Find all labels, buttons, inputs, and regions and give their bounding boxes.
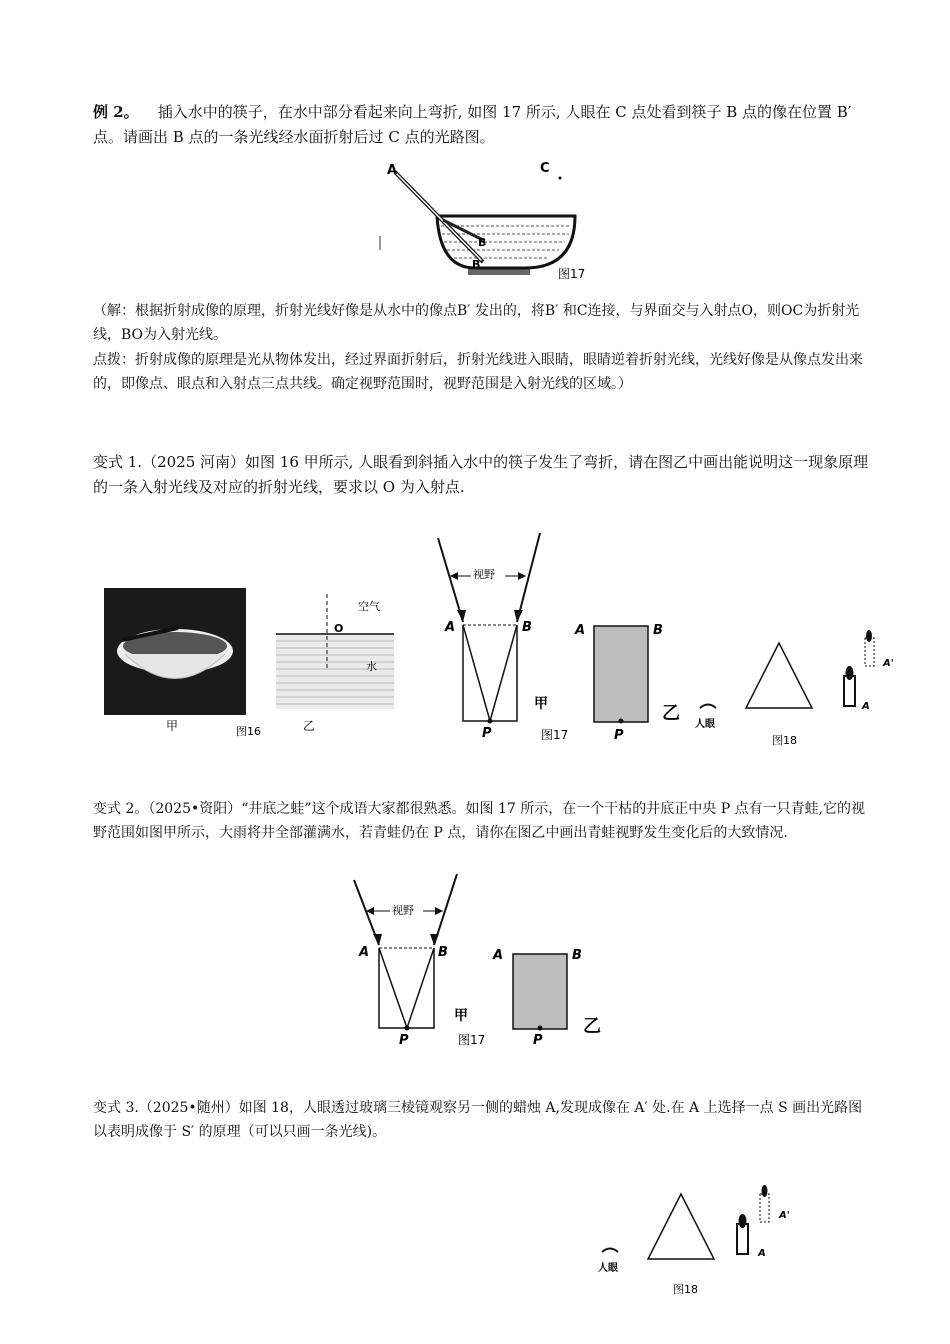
fig17-caption-2: 图17	[458, 1033, 486, 1047]
example-2-paragraph	[93, 100, 873, 150]
label-A-prime-3: A'	[779, 1210, 790, 1221]
well-jia	[463, 625, 517, 721]
eye-icon	[700, 705, 716, 709]
label-yi-17: 乙	[662, 703, 680, 724]
label-P-2: P	[399, 1033, 409, 1048]
label-A-candle: A	[862, 701, 870, 712]
example-text: 插入水中的筷子，在水中部分看起来向上弯折, 如图 17 所示, 人眼在 C 点处看到筷子 B 点的像在位置 B′ 点。请画出 B 点的一条光线经水面折射后过 C 点的光路图。	[93, 103, 852, 146]
label-jia-17: 甲	[534, 696, 548, 712]
label-P-2yi: P	[533, 1033, 543, 1048]
label-eye-3: 人眼	[598, 1263, 618, 1274]
label-jia-16: 甲	[166, 719, 179, 733]
label-A-3: A	[758, 1248, 766, 1259]
label-B-prime: B'	[472, 258, 484, 271]
label-B-jia: B	[522, 620, 532, 635]
label-P-yi: P	[614, 728, 624, 743]
label-water: 水	[366, 660, 377, 673]
well-figure-2	[335, 872, 615, 1057]
fig18-caption-row: 图18	[772, 734, 797, 747]
label-B: B	[478, 236, 487, 249]
figures-row	[100, 528, 894, 748]
label-C: C	[540, 161, 550, 176]
candle	[844, 676, 855, 706]
label-jia-2: 甲	[454, 1008, 468, 1024]
label-B-yi: B	[653, 623, 663, 638]
label-A-2: A	[359, 945, 370, 960]
fig16-caption: 图16	[236, 725, 261, 738]
bowl-figure	[375, 158, 595, 288]
label-O: O	[334, 622, 344, 635]
candle-image	[865, 638, 874, 666]
label-yi-16: 乙	[303, 719, 316, 733]
label-field-2: 视野	[392, 904, 414, 917]
label-A-prime: A'	[883, 658, 894, 669]
fig17-caption-row: 图17	[541, 728, 569, 742]
well-yi	[594, 626, 648, 722]
variant-1-text: 变式 1.（2025 河南）如图 16 甲所示, 人眼看到斜插入水中的筷子发生了弯折，请在图乙中画出能说明这一现象原理的一条入射光线及对应的折射光线，要求以 O 为入射点.	[93, 453, 869, 496]
prism-3	[648, 1194, 714, 1259]
label-B-2yi: B	[572, 948, 582, 963]
prism-figure	[590, 1178, 810, 1298]
label-B-2: B	[438, 945, 448, 960]
solution-line-1: （解：根据折射成像的原理，折射光线好像是从水中的像点B′ 发出的，将B′ 和C连接，与界面交与入射点O，则OC为折射光线，BO为入射光线。	[93, 303, 860, 343]
eye-icon-3	[602, 1249, 618, 1253]
label-A-2yi: A	[493, 948, 504, 963]
solution-line-2: 点拨：折射成像的原理是光从物体发出，经过界面折射后，折射光线进入眼睛，眼睛逆着折射光线，光线好像是从像点发出来的，即像点、眼点和入射点三点共线。确定视野范围时，视野范围是入射光线的区域。）	[93, 352, 863, 392]
label-field: 视野	[473, 568, 495, 581]
label-A-jia: A	[445, 620, 456, 635]
label-A: A	[387, 163, 398, 178]
label-P-jia: P	[482, 726, 492, 741]
variant-3-text: 变式 3.（2025•随州）如图 18，人眼透过玻璃三棱镜观察另一侧的蜡烛 A,发现成像在 A′ 处.在 A 上选择一点 S 画出光路图以表明成像于 S′ 的原理（可以只画一条光线)。	[93, 1100, 863, 1140]
fig17-caption: 图17	[558, 267, 586, 281]
fig18-caption-3: 图18	[673, 1283, 698, 1296]
label-A-yi: A	[575, 623, 586, 638]
example-label: 例 2。	[93, 103, 139, 121]
label-air: 空气	[358, 600, 380, 613]
label-yi-2: 乙	[583, 1016, 601, 1037]
label-eye: 人眼	[695, 719, 715, 730]
prism	[746, 643, 812, 708]
variant-2-text: 变式 2。（2025•资阳）“井底之蛙”这个成语大家都很熟悉。如图 17 所示，在一个干枯的井底正中央 P 点有一只青蛙,它的视野范围如图甲所示，大雨将井全部灌满水，若青蛙仍在 P 点，请你在图乙中画出青蛙视野发生变化后的大致情况.	[93, 801, 866, 841]
